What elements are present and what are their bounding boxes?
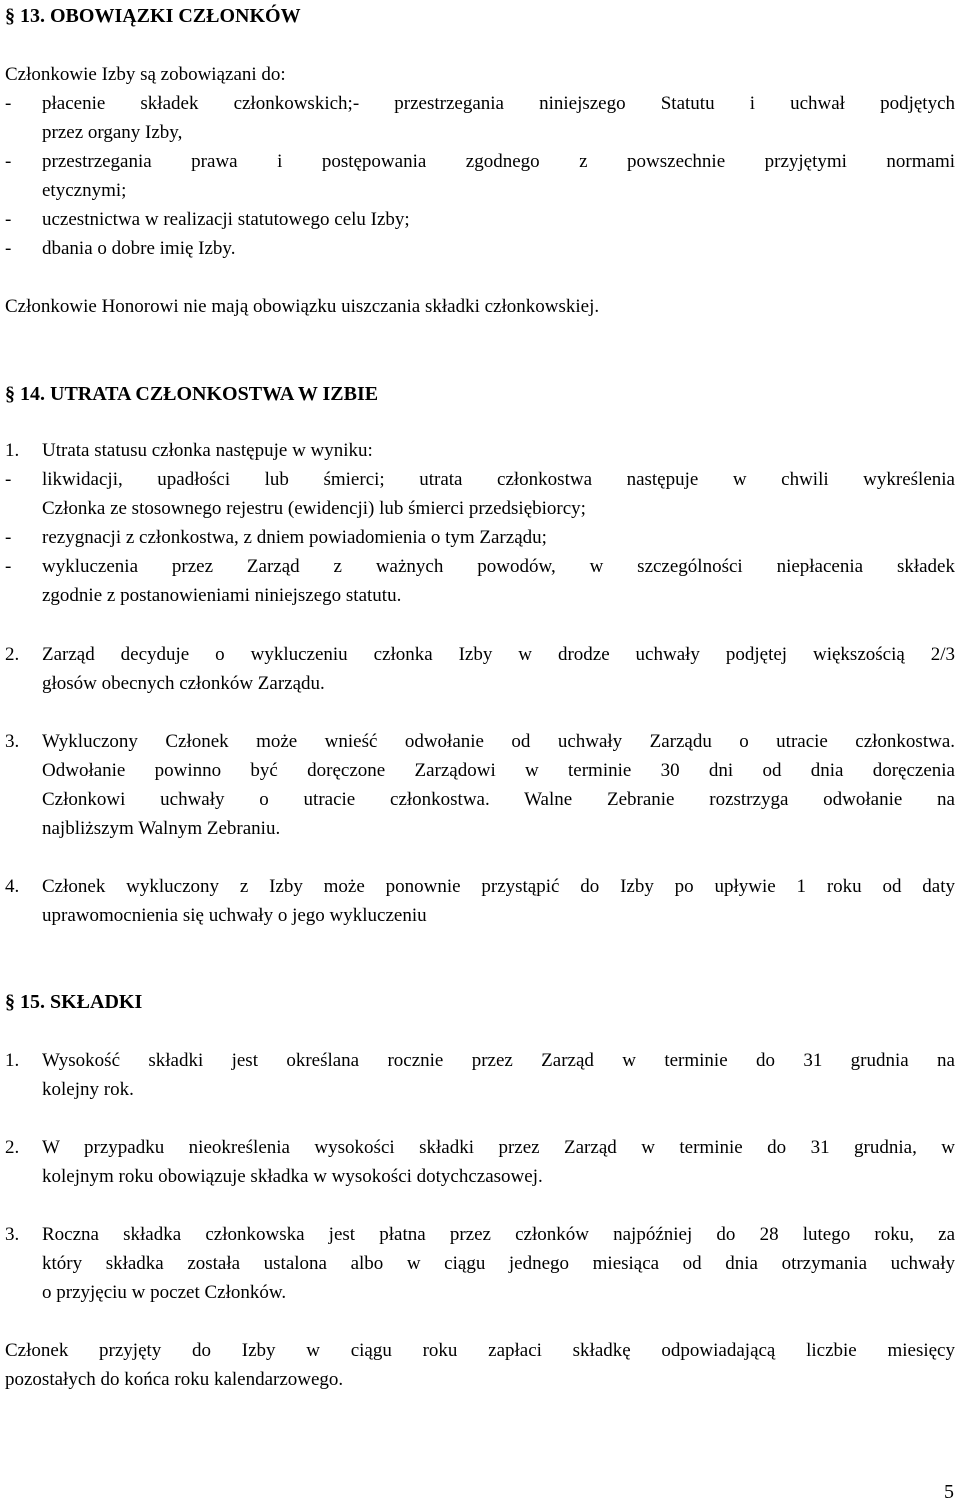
page-number: 5 [944,1481,954,1503]
paragraph-text: Wykluczony Członek może wnieść odwołanie od uchwały Zarządu o utracie członkostwa. [42,731,955,752]
closing-text: Członek przyjęty do Izby w ciągu roku zapłaci składkę odpowiadającą liczbie miesięcy [5,1340,955,1361]
closing-text: pozostałych do końca roku kalendarzowego. [5,1369,344,1390]
paragraph-text: Roczna składka członkowska jest płatna przez członków najpóźniej do 28 lutego roku, za [42,1224,955,1245]
paragraph-text: o przyjęciu w poczet Członków. [42,1282,287,1303]
list-item-text: etycznymi; [42,180,127,201]
paragraph-number: 3. [5,1224,20,1245]
paragraph-number: 1. [5,1050,20,1071]
paragraph-text: który składka została ustalona albo w ciągu jednego miesiąca od dnia otrzymania uchwały [42,1253,955,1274]
paragraph-text: najbliższym Walnym Zebraniu. [42,818,281,839]
paragraph-text: głosów obecnych członków Zarządu. [42,673,325,694]
paragraph-text: Wysokość składki jest określana rocznie przez Zarząd w terminie do 31 grudnia na [42,1050,955,1071]
list-item-text: przestrzegania prawa i postępowania zgodnego z powszechnie przyjętymi normami [42,151,955,172]
paragraph-text: W przypadku nieokreślenia wysokości składki przez Zarząd w terminie do 31 grudnia, w [42,1137,955,1158]
list-item-text: płacenie składek członkowskich;- przestrzegania niniejszego Statutu i uchwał podjętych [42,93,955,114]
list-item-text: zgodnie z postanowieniami niniejszego statutu. [42,585,402,606]
list-item-text: likwidacji, upadłości lub śmierci; utrata członkostwa następuje w chwili wykreślenia [42,469,955,490]
list-item-text: Członka ze stosownego rejestru (ewidencji) lub śmierci przedsiębiorcy; [42,498,586,519]
list-dash: - [5,238,12,259]
list-dash: - [5,209,12,230]
paragraph-text: Odwołanie powinno być doręczone Zarządowi w terminie 30 dni od dnia doręczenia [42,760,955,781]
paragraph-number: 2. [5,644,20,665]
section-15-heading: § 15. SKŁADKI [5,991,143,1013]
paragraph-text: kolejnym roku obowiązuje składka w wysokości dotychczasowej. [42,1166,543,1187]
section-13-intro: Członkowie Izby są zobowiązani do: [5,64,286,85]
paragraph-text: Zarząd decyduje o wykluczeniu członka Izby w drodze uchwały podjętej większością 2/3 [42,644,955,665]
list-dash: - [5,151,12,172]
paragraph-number: 1. [5,440,20,461]
paragraph-text: Członek wykluczony z Izby może ponownie przystąpić do Izby po upływie 1 roku od daty [42,876,955,897]
list-item-text: rezygnacji z członkostwa, z dniem powiadomienia o tym Zarządu; [42,527,547,548]
paragraph-text: Utrata statusu członka następuje w wyniku: [42,440,373,461]
section-14-heading: § 14. UTRATA CZŁONKOSTWA W IZBIE [5,383,379,405]
paragraph-text: uprawomocnienia się uchwały o jego wykluczeniu [42,905,427,926]
section-13-note: Członkowie Honorowi nie mają obowiązku uiszczania składki członkowskiej. [5,296,600,317]
paragraph-number: 2. [5,1137,20,1158]
list-dash: - [5,556,12,577]
list-dash: - [5,469,12,490]
section-13-heading: § 13. OBOWIĄZKI CZŁONKÓW [5,5,301,27]
paragraph-text: Członkowi uchwały o utracie członkostwa. Walne Zebranie rozstrzyga odwołanie na [42,789,955,810]
paragraph-text: kolejny rok. [42,1079,134,1100]
paragraph-number: 3. [5,731,20,752]
list-dash: - [5,527,12,548]
paragraph-number: 4. [5,876,20,897]
list-item-text: przez organy Izby, [42,122,183,143]
list-item-text: uczestnictwa w realizacji statutowego celu Izby; [42,209,410,230]
list-dash: - [5,93,12,114]
list-item-text: wykluczenia przez Zarząd z ważnych powodów, w szczególności niepłacenia składek [42,556,955,577]
list-item-text: dbania o dobre imię Izby. [42,238,236,259]
